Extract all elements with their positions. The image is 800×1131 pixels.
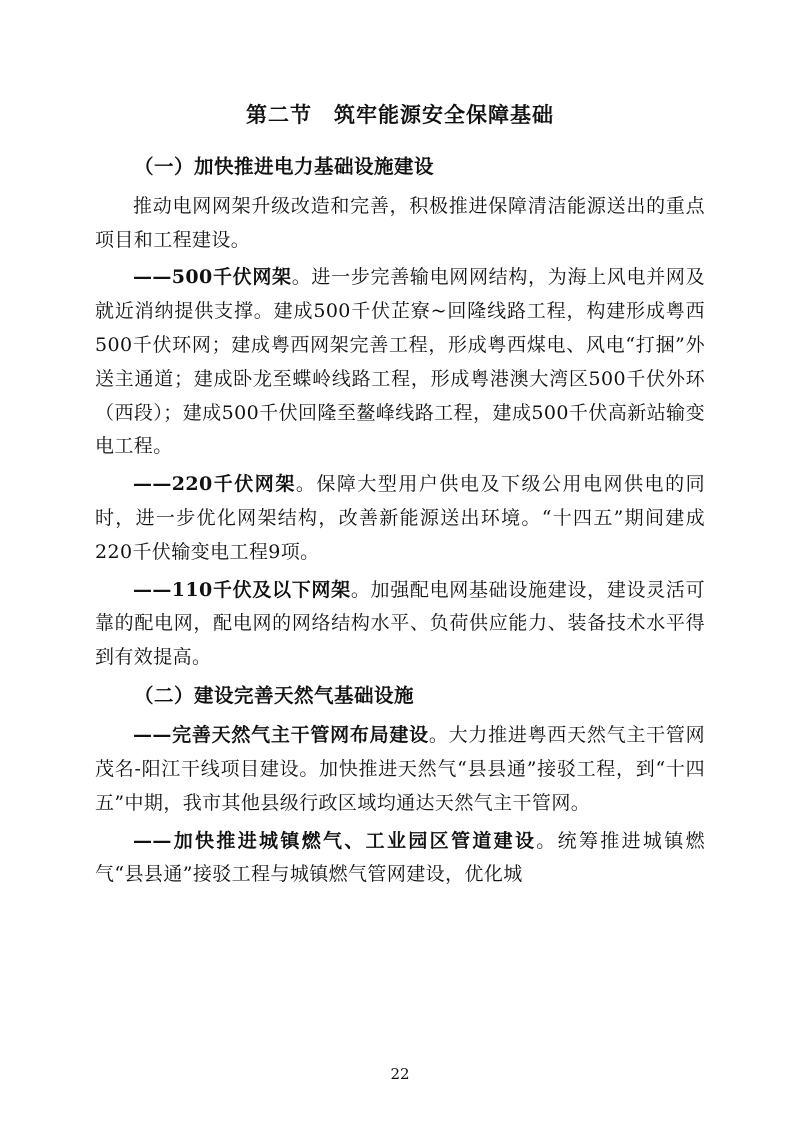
paragraph-text: 。保障大型用户供电及下级公用电网供电的同时，进一步优化网架结构，改善新能源送出环境。“十四五”期间建成220千伏输变电工程9项。 <box>95 473 705 563</box>
paragraph-text: 推动电网网架升级改造和完善，积极推进保障清洁能源送出的重点项目和工程建设。 <box>95 194 705 251</box>
paragraph-lead: ——110千伏及以下网架 <box>133 578 351 601</box>
paragraph-1-1 <box>95 261 705 464</box>
page-number: 22 <box>390 1065 410 1083</box>
section-heading-1: （一）加快推进电力基础设施建设 <box>134 154 435 178</box>
paragraph-lead: ——500千伏网架 <box>133 266 292 289</box>
paragraph-2-0 <box>95 719 705 820</box>
paragraph-text: 。进一步完善输电网网结构，为海上风电并网及就近消纳提供支撑。建成500千伏芷寮~回隆线路工程，构建形成粤西500千伏环网；建成粤西网架完善工程，形成粤西煤电、风电“打捆”外送主通道；建成卧龙至蝶岭线路工程，形成粤港澳大湾区500千伏外环（西段）；建成500千伏回隆至鳌峰线路工程，建成500千伏高新站输变电工程。 <box>95 266 705 458</box>
page-title: 第二节 筑牢能源安全保障基础 <box>246 102 554 127</box>
paragraph-2-1 <box>95 825 705 893</box>
paragraph-text: 。统筹推进城镇燃气“县县通”接驳工程与城镇燃气管网建设，优化城 <box>95 829 705 886</box>
paragraph-lead: ——220千伏网架 <box>133 473 296 496</box>
paragraph-1-3 <box>95 574 705 675</box>
section-heading-2: （二）建设完善天然气基础设施 <box>134 684 415 708</box>
paragraph-1-0 <box>95 190 705 258</box>
paragraph-lead: ——加快推进城镇燃气、工业园区管道建设 <box>133 829 537 852</box>
paragraph-text: 。大力推进粤西天然气主干管网茂名-阳江干线项目建设。加快推进天然气“县县通”接驳工程，到“十四五”中期，我市其他县级行政区域均通达天然气主干管网。 <box>95 724 705 814</box>
paragraph-text: 。加强配电网基础设施建设，建设灵活可靠的配电网，配电网的网络结构水平、负荷供应能力、装备技术水平得到有效提高。 <box>95 578 705 669</box>
paragraph-1-2 <box>95 468 705 569</box>
paragraph-lead: ——完善天然气主干管网布局建设 <box>133 724 429 747</box>
